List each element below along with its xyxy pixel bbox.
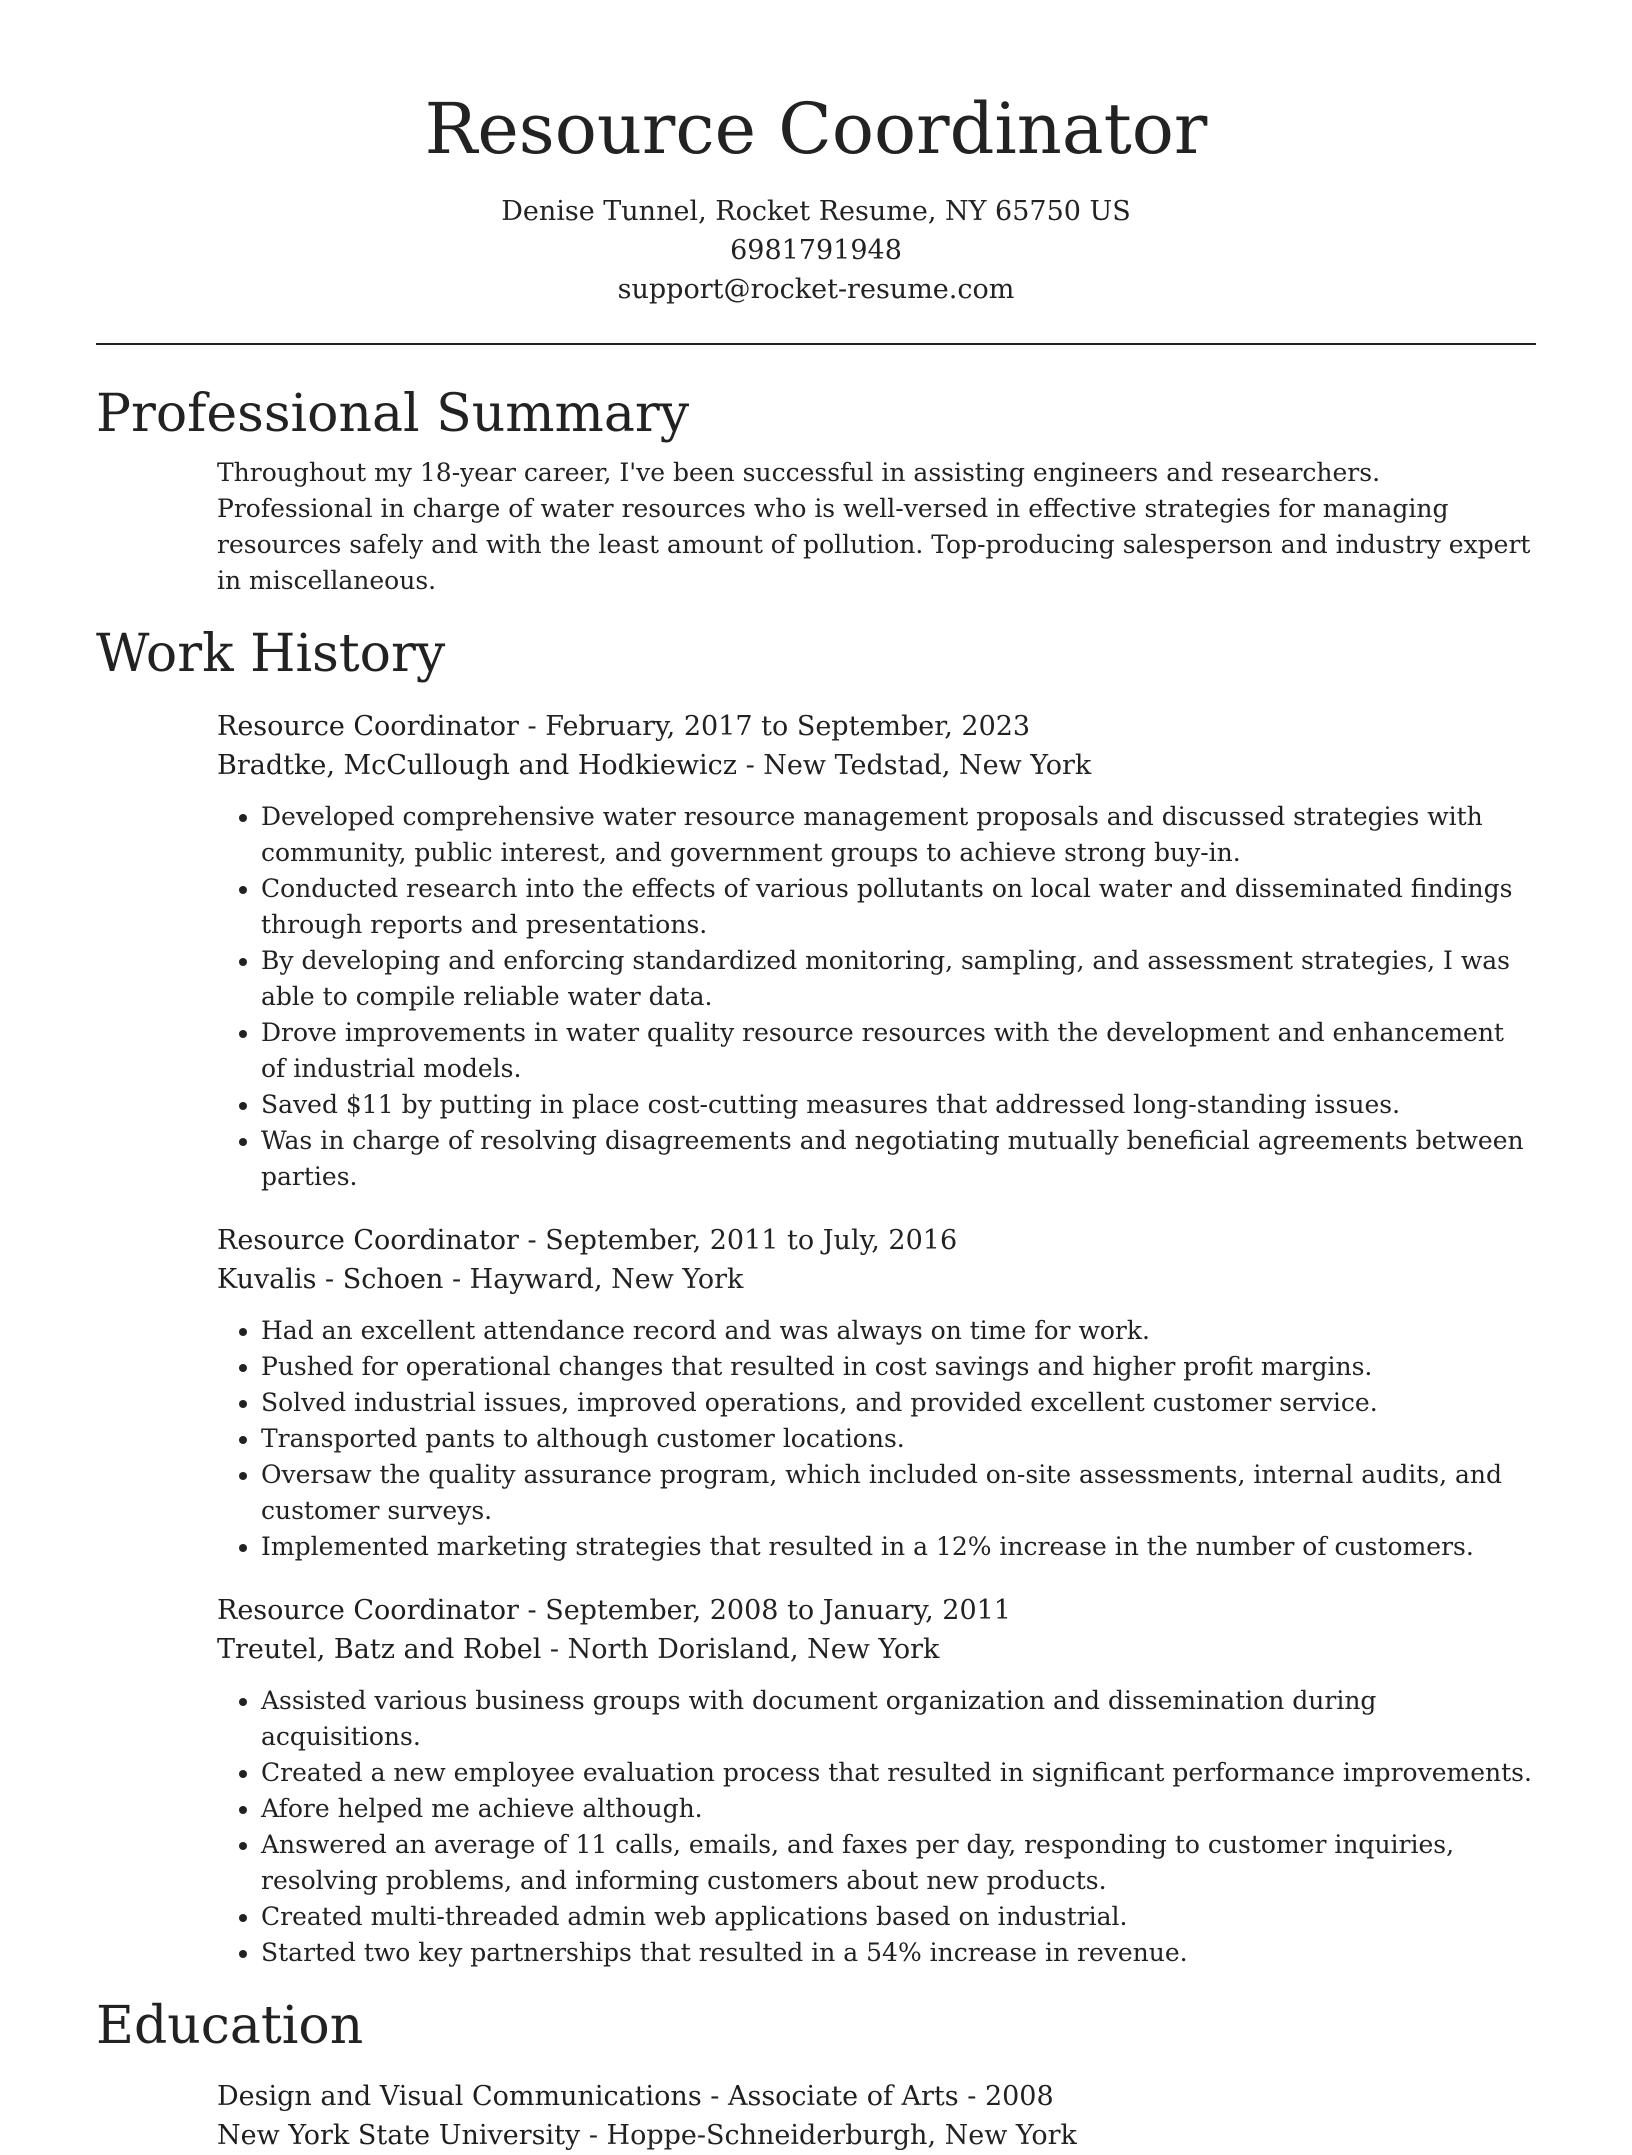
job-title: Resource Coordinator [217,1595,519,1626]
bullet-item: • Was in charge of resolving disagreements and negotiating mutually beneficial agreements between parties. [261,1123,1536,1195]
education-section [96,1993,1536,2155]
job-title-line [217,707,1536,746]
job-entry [217,1221,1536,1565]
bullet-item: • Assisted various business groups with document organization and dissemination during acquisitions. [261,1683,1536,1755]
bullet-item: • Saved $11 by putting in place cost-cutting measures that addressed long-standing issues. [261,1087,1536,1123]
education-program-line [217,2077,1536,2116]
bullet-item: • Solved industrial issues, improved operations, and provided excellent customer service. [261,1385,1536,1421]
work-history-section [96,621,1536,1971]
job-title: Resource Coordinator [217,1225,519,1256]
bullet-item: • Developed comprehensive water resource management proposals and discussed strategies with community, public interest, and government groups to achieve strong buy-in. [261,799,1536,871]
education-heading: Education [96,1996,364,2056]
bullet-item: • Had an excellent attendance record and was always on time for work. [261,1313,1536,1349]
job-title-line [217,1591,1536,1630]
education-location: - Hoppe-Schneiderburgh, New York [580,2120,1077,2151]
bullet-item: • Answered an average of 11 calls, emails, and faxes per day, responding to customer inquiries, resolving problems, and informing customers about new products. [261,1827,1536,1899]
bullet-item: • Conducted research into the effects of various pollutants on local water and disseminated findings through reports and presentations. [261,871,1536,943]
job-bullets [217,1683,1536,1971]
job-bullets [217,1313,1536,1565]
bullet-item: • Started two key partnerships that resulted in a 54% increase in revenue. [261,1935,1536,1971]
job-entry [217,1591,1536,1971]
job-entry [217,707,1536,1195]
job-company-line [217,1630,1536,1669]
contact-block [96,192,1536,309]
job-location: - Hayward, New York [443,1264,744,1295]
bullet-item: • Created a new employee evaluation process that resulted in significant performance improvements. [261,1755,1536,1791]
page-title: Resource Coordinator [424,88,1208,170]
job-location: - North Dorisland, New York [541,1634,940,1665]
job-location: - New Tedstad, New York [736,750,1092,781]
resume-header [96,0,1536,309]
bullet-item: • Afore helped me achieve although. [261,1791,1536,1827]
bullet-item: • Created multi-threaded admin web applications based on industrial. [261,1899,1536,1935]
contact-address: Denise Tunnel, Rocket Resume, NY 65750 US [501,196,1131,227]
job-company: Bradtke, McCullough and Hodkiewicz [217,750,737,781]
job-dates: - February, 2017 to September, 2023 [518,711,1031,742]
job-title-line [217,1221,1536,1260]
job-company: Kuvalis - Schoen [217,1264,444,1295]
bullet-item: • Drove improvements in water quality resource resources with the development and enhancement of industrial models. [261,1015,1536,1087]
summary-text: Throughout my 18-year career, I've been successful in assisting engineers and researchers. Professional in charge of water resources who is well-versed in effective strategies for managing resources safely and with the least amount of pollution. Top-producing salesperson and industry expert in miscellaneous. [217,458,1531,595]
bullet-item: • Implemented marketing strategies that resulted in a 12% increase in the number of customers. [261,1529,1536,1565]
bullet-item: • Oversaw the quality assurance program, which included on-site assessments, internal audits, and customer surveys. [261,1457,1536,1529]
education-entry [217,2077,1536,2155]
contact-email: support@rocket-resume.com [617,274,1015,305]
education-program: Design and Visual Communications - Associate of Arts [217,2081,959,2112]
education-school-line [217,2116,1536,2155]
education-school: New York State University [217,2120,581,2151]
job-title: Resource Coordinator [217,711,519,742]
header-divider [96,343,1536,345]
summary-heading: Professional Summary [96,384,690,444]
education-year: - 2008 [958,2081,1054,2112]
job-dates: - September, 2011 to July, 2016 [518,1225,958,1256]
job-bullets [217,799,1536,1195]
job-company-line [217,746,1536,785]
job-company: Treutel, Batz and Robel [217,1634,542,1665]
summary-section [96,381,1536,599]
job-dates: - September, 2008 to January, 2011 [518,1595,1011,1626]
bullet-item: • Transported pants to although customer locations. [261,1421,1536,1457]
bullet-item: • By developing and enforcing standardized monitoring, sampling, and assessment strategies, I was able to compile reliable water data. [261,943,1536,1015]
work-history-heading: Work History [96,624,446,684]
bullet-item: • Pushed for operational changes that resulted in cost savings and higher profit margins. [261,1349,1536,1385]
contact-phone: 6981791948 [730,235,902,266]
job-company-line [217,1260,1536,1299]
